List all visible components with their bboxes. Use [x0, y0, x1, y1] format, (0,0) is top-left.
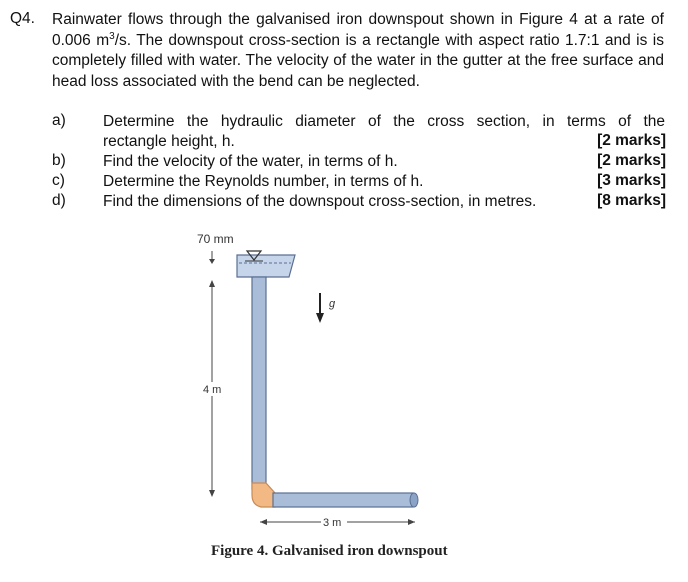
question-text	[52, 10, 664, 92]
horizontal-pipe	[273, 493, 413, 507]
part-c-letter: c)	[52, 172, 65, 189]
pipe-bend	[252, 483, 275, 507]
length-arrow-right	[408, 519, 415, 525]
width-label: 70 mm	[197, 232, 234, 246]
width-arrowhead	[209, 259, 215, 264]
question-text-part1: Rainwater flows through the galvanised iron downspout shown in Figure 4 at a rate of 0.006 m	[52, 11, 664, 49]
gravity-arrowhead	[316, 313, 324, 323]
question-number: Q4.	[10, 10, 35, 27]
part-a-text-line2: rectangle height, h.	[103, 133, 235, 150]
part-a-marks: [2 marks]	[597, 132, 666, 149]
part-b-letter: b)	[52, 152, 66, 169]
height-arrow-top	[209, 280, 215, 287]
height-arrow-bottom	[209, 490, 215, 497]
part-c-text: Determine the Reynolds number, in terms of h.	[103, 173, 424, 190]
part-a-text-line1: Determine the hydraulic diameter of the cross section, in terms of the	[103, 113, 665, 130]
part-d-letter: d)	[52, 192, 66, 209]
pipe-outlet	[410, 493, 418, 507]
question-text-superscript: 3	[109, 30, 115, 42]
gravity-label: g	[329, 298, 336, 310]
downspout-diagram	[185, 225, 445, 540]
part-b-text: Find the velocity of the water, in terms of h.	[103, 153, 398, 170]
part-a-text	[103, 112, 665, 133]
length-arrow-left	[260, 519, 267, 525]
part-d-marks: [8 marks]	[597, 192, 666, 209]
figure-caption: Figure 4. Galvanised iron downspout	[211, 543, 448, 559]
question-text-part2: /s. The downspout cross-section is a rectangle with aspect ratio 1.7:1 and is is completely filled with water. The velocity of the water in the gutter at the free surface and head loss associated with the bend can be neglected.	[52, 31, 664, 90]
part-b-marks: [2 marks]	[597, 152, 666, 169]
vertical-pipe	[252, 277, 266, 489]
length-label: 3 m	[323, 517, 342, 529]
part-a-letter: a)	[52, 112, 66, 129]
part-d-text: Find the dimensions of the downspout cross-section, in metres.	[103, 193, 537, 210]
gutter	[237, 255, 295, 277]
height-label: 4 m	[203, 384, 222, 396]
part-c-marks: [3 marks]	[597, 172, 666, 189]
